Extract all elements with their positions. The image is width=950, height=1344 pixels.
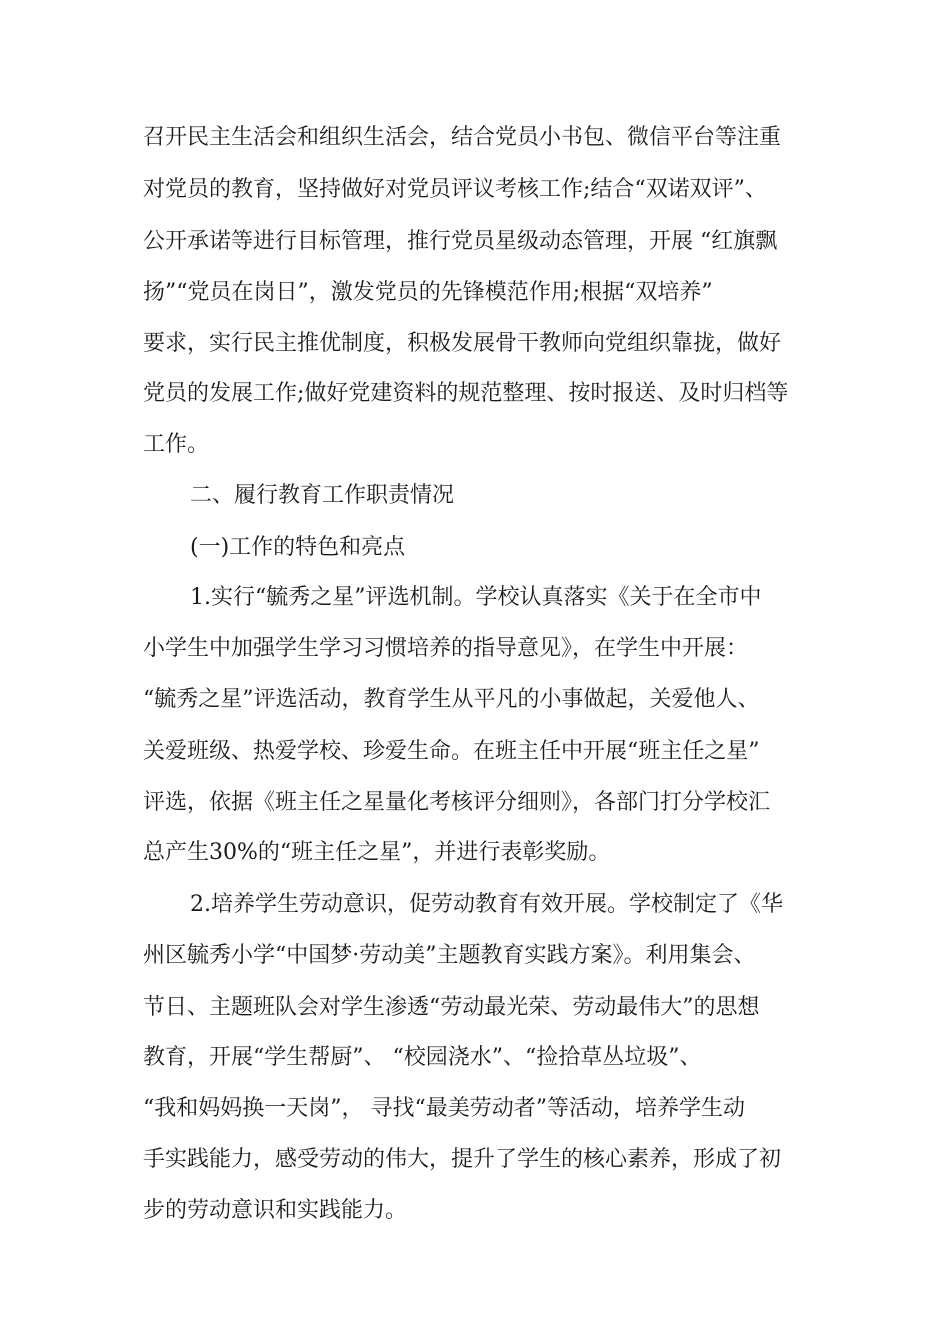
paragraph-line: 党员的发展工作;做好党建资料的规范整理、按时报送、及时归档等	[143, 381, 789, 406]
paragraph-line: “毓秀之星”评选活动，教育学生从平凡的小事做起，关爱他人、	[143, 687, 760, 712]
section-heading: 二、履行教育工作职责情况	[190, 483, 455, 508]
paragraph-line: 召开民主生活会和组织生活会，结合党员小书包、微信平台等注重	[143, 125, 782, 150]
paragraph-line: 总产生30%的“班主任之星”，并进行表彰奖励。	[143, 840, 611, 865]
paragraph-line: 要求，实行民主推优制度，积极发展骨干教师向党组织靠拢，做好	[143, 331, 782, 356]
subsection-heading: (一)工作的特色和亮点	[190, 535, 406, 560]
paragraph-line: 节日、主题班队会对学生渗透“劳动最光荣、劳动最伟大”的思想	[143, 995, 760, 1020]
paragraph-line: 2.培养学生劳动意识，促劳动教育有效开展。学校制定了《华	[190, 892, 783, 917]
paragraph-line: 手实践能力，感受劳动的伟大，提升了学生的核心素养，形成了初	[143, 1147, 782, 1172]
paragraph-line: 对党员的教育，坚持做好对党员评议考核工作;结合“双诺双评”、	[143, 177, 767, 202]
paragraph-line: 教育，开展“学生帮厨”、 “校园浇水”、“捡拾草丛垃圾”、	[143, 1045, 702, 1070]
paragraph-line: “我和妈妈换一天岗”， 寻找“最美劳动者”等活动，培养学生动	[143, 1096, 745, 1121]
paragraph-line: 关爱班级、热爱学校、珍爱生命。在班主任中开展“班主任之星”	[143, 739, 760, 764]
paragraph-line: 评选，依据《班主任之星量化考核评分细则》，各部门打分学校汇	[143, 790, 771, 815]
paragraph-line: 步的劳动意识和实践能力。	[143, 1198, 408, 1223]
paragraph-line: 工作。	[143, 432, 210, 457]
paragraph-line: 公开承诺等进行目标管理，推行党员星级动态管理，开展 “红旗飘	[143, 229, 778, 254]
paragraph-line: 1.实行“毓秀之星”评选机制。学校认真落实《关于在全市中	[190, 585, 762, 610]
paragraph-line: 州区毓秀小学“中国梦·劳动美”主题教育实践方案》。利用集会、	[143, 943, 756, 968]
paragraph-line: 扬”“党员在岗日”，激发党员的先锋模范作用;根据“双培养”	[143, 280, 713, 305]
paragraph-line: 小学生中加强学生学习习惯培养的指导意见》，在学生中开展：	[143, 636, 749, 661]
